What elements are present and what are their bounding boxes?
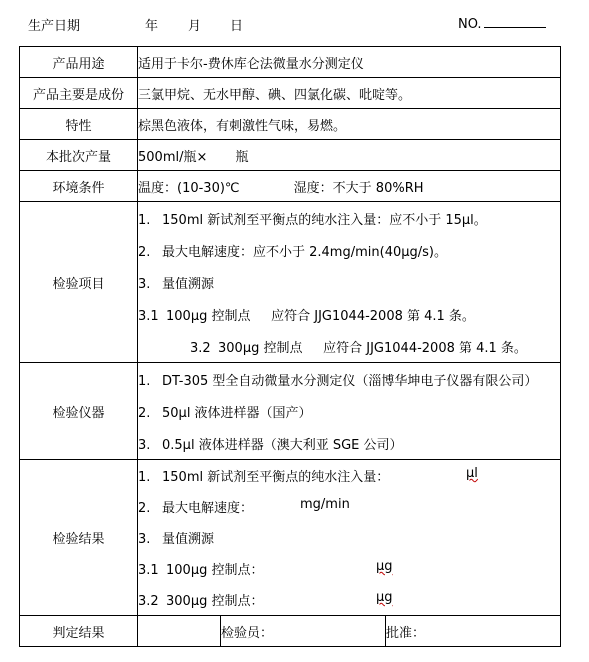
- form-header: [0, 0, 589, 46]
- row-environment: [20, 171, 561, 202]
- day-label: 日: [230, 19, 244, 34]
- list-item: 3. 量值溯源: [138, 532, 215, 547]
- inspection-items-list: [138, 202, 561, 363]
- list-item: 3. 0.5μl 液体进样器（澳大利亚 SGE 公司）: [138, 437, 403, 453]
- usage-label: 产品用途: [20, 47, 138, 78]
- batch-quantity: 500ml/瓶×: [138, 149, 208, 165]
- list-item: 3.1 100μg 控制点 应符合 JJG1044-2008 第 4.1 条。: [138, 308, 475, 324]
- list-item: 3. 量值溯源: [138, 276, 215, 292]
- month-label: 月: [188, 19, 202, 34]
- instruments-label: 检验仪器: [20, 363, 138, 460]
- production-date-label: 生产日期: [28, 19, 81, 34]
- result-unit: μg: [376, 559, 393, 574]
- row-judgment: [20, 616, 561, 647]
- temperature-text: 温度：(10-30)℃: [138, 180, 240, 196]
- list-item: 2. 50μl 液体进样器（国产）: [138, 405, 312, 421]
- serial-number-blank[interactable]: [484, 15, 546, 28]
- row-property: [20, 109, 561, 140]
- humidity-text: 湿度：不大于 80%RH: [293, 180, 424, 196]
- list-item: 3.2 300μg 控制点： μg: [138, 590, 393, 609]
- row-composition: [20, 78, 561, 109]
- list-item: 2. 最大电解速度： mg/min: [138, 497, 350, 516]
- row-instruments: [20, 363, 561, 460]
- row-results: [20, 460, 561, 616]
- environment-value: [138, 171, 561, 202]
- serial-number-label: NO.: [458, 17, 482, 32]
- judgment-result-cell[interactable]: [138, 616, 221, 647]
- inspection-form-table: [19, 46, 561, 647]
- batch-label: 本批次产量: [20, 140, 138, 171]
- result-unit: μg: [376, 590, 393, 605]
- property-value: 棕黑色液体，有刺激性气味，易燃。: [138, 109, 561, 140]
- judgment-label: 判定结果: [20, 616, 138, 647]
- composition-label: 产品主要是成份: [20, 78, 138, 109]
- row-inspection-items: [20, 202, 561, 363]
- row-usage: [20, 47, 561, 78]
- instruments-list: [138, 363, 561, 460]
- batch-unit: 瓶: [235, 149, 249, 165]
- usage-value: 适用于卡尔-费休库仑法微量水分测定仪: [138, 47, 561, 78]
- list-item: 1. 150ml 新试剂至平衡点的纯水注入量：应不小于 15μl。: [138, 212, 487, 228]
- list-item: 1. DT-305 型全自动微量水分测定仪（淄博华坤电子仪器有限公司）: [138, 373, 538, 389]
- inspector-cell[interactable]: [221, 616, 386, 647]
- inspection-items-label: 检验项目: [20, 202, 138, 363]
- batch-value: [138, 140, 561, 171]
- result-unit: μl: [466, 466, 478, 481]
- results-label: 检验结果: [20, 460, 138, 616]
- serial-number-field[interactable]: [458, 15, 546, 32]
- year-label: 年: [145, 19, 159, 34]
- property-label: 特性: [20, 109, 138, 140]
- inspector-label: 检验员：: [221, 625, 274, 641]
- list-item: 2. 最大电解速度：应不小于 2.4mg/min(40μg/s)。: [138, 244, 447, 260]
- composition-value: 三氯甲烷、无水甲醇、碘、四氯化碳、吡啶等。: [138, 78, 561, 109]
- environment-label: 环境条件: [20, 171, 138, 202]
- approver-cell[interactable]: [386, 616, 561, 647]
- row-batch: [20, 140, 561, 171]
- list-item: 3.2 300μg 控制点 应符合 JJG1044-2008 第 4.1 条。: [190, 340, 527, 356]
- approver-label: 批准：: [386, 625, 426, 641]
- results-list: [138, 460, 561, 616]
- list-item: 3.1 100μg 控制点： μg: [138, 559, 393, 578]
- result-unit: mg/min: [300, 497, 350, 512]
- list-item: 1. 150ml 新试剂至平衡点的纯水注入量： μl: [138, 466, 478, 485]
